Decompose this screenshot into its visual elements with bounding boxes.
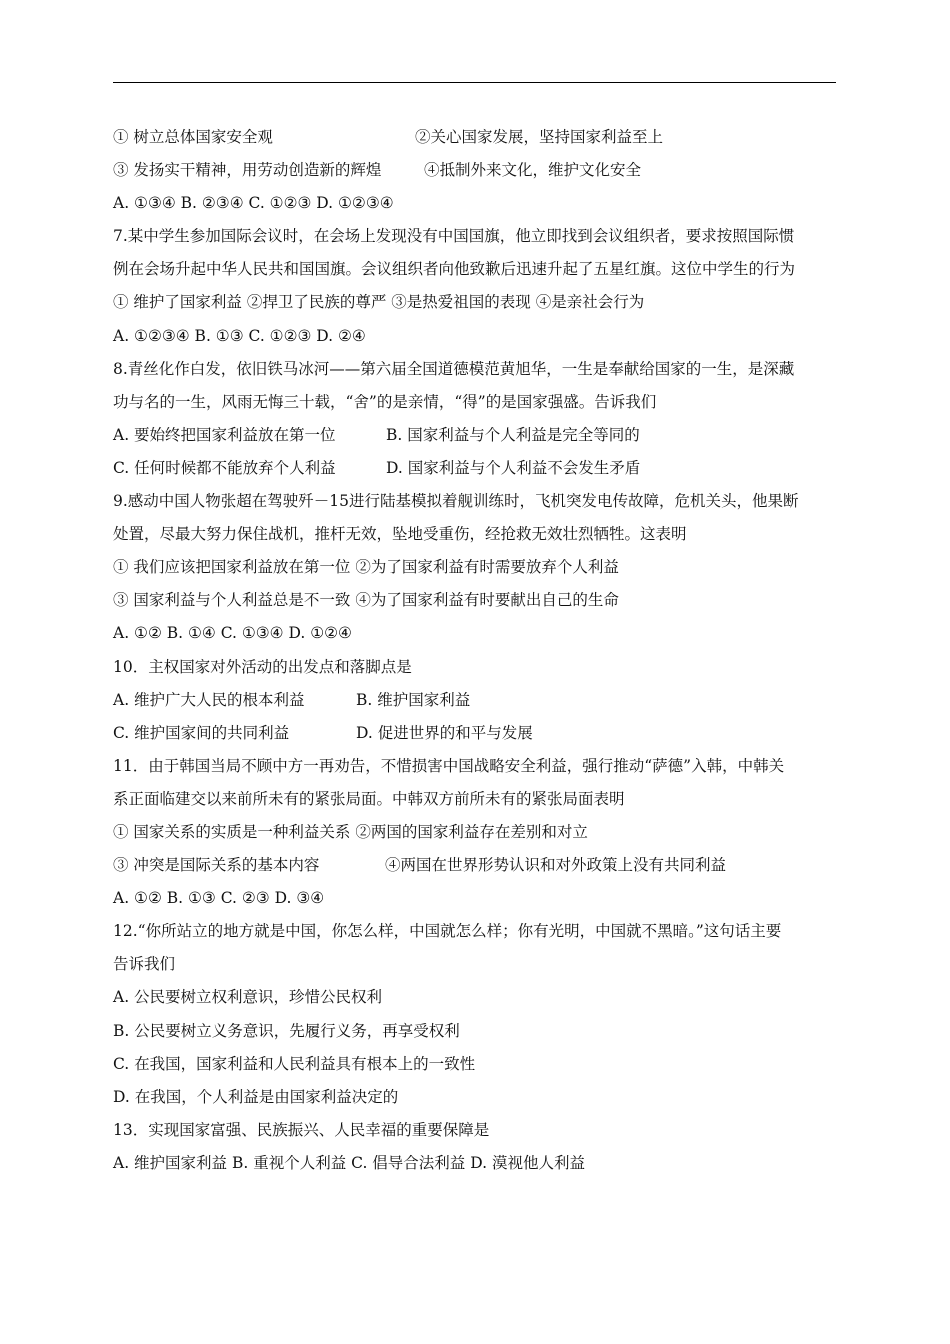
q6-statements-row-2 [113,154,843,187]
q11-stem-line-2: 系正面临建交以来前所未有的紧张局面。中韩双方前所未有的紧张局面表明 [113,789,625,808]
q12-option-a: A. 公民要树立权利意识，珍惜公民权利 [113,988,383,1007]
statement-4: ④抵制外来文化，维护文化安全 [424,161,642,180]
q11-statement-3: ③ 冲突是国际关系的基本内容 [113,856,320,875]
statement-3: ③ 发扬实干精神，用劳动创造新的辉煌 [113,161,382,180]
q10-option-a: A. 维护广大人民的根本利益 [113,690,305,709]
q7-stem-line-1: 7.某中学生参加国际会议时，在会场上发现没有中国国旗，他立即找到会议组织者，要求按照国际惯 [113,227,795,246]
q11-statements-row-2 [113,849,843,882]
q8-options-row-1 [113,419,843,452]
q13-options: A. 维护国家利益 B. 重视个人利益 C. 倡导合法利益 D. 漠视他人利益 [113,1153,585,1172]
q10-option-d: D. 促进世界的和平与发展 [356,723,533,742]
q6-statements-row-1 [113,121,843,154]
q9-options: A. ①② B. ①④ C. ①③④ D. ①②④ [113,624,352,643]
q12-stem-line-1: 12.“你所站立的地方就是中国，你怎么样，中国就怎么样；你有光明，中国就不黑暗。”这句话主要 [113,922,782,941]
q9-stem-line-1: 9.感动中国人物张超在驾驶歼－15进行陆基模拟着舰训练时，飞机突发电传故障，危机关头，他果断 [113,492,799,511]
statement-2: ②关心国家发展，坚持国家利益至上 [415,128,664,146]
q8-option-a: A. 要始终把国家利益放在第一位 [113,425,336,444]
q8-stem-line-1: 8.青丝化作白发，依旧铁马冰河——第六届全国道德模范黄旭华，一生是奉献给国家的一生，是深藏 [113,359,795,378]
q7-statements: ① 维护了国家利益 ②捍卫了民族的尊严 ③是热爱祖国的表现 ④是亲社会行为 [113,293,645,312]
q8-options-row-2 [113,452,843,485]
q10-stem: 10．主权国家对外活动的出发点和落脚点是 [113,657,412,676]
q9-statements-row-2: ③ 国家利益与个人利益总是不一致 ④为了国家利益有时要献出自己的生命 [113,591,619,610]
q10-option-b: B. 维护国家利益 [356,690,471,709]
exam-body [113,121,843,1180]
q10-option-c: C. 维护国家间的共同利益 [113,723,290,742]
q6-options: A. ①③④ B. ②③④ C. ①②③ D. ①②③④ [113,194,394,213]
q7-options: A. ①②③④ B. ①③ C. ①②③ D. ②④ [113,326,366,345]
q11-stem-line-1: 11．由于韩国当局不顾中方一再劝告，不惜损害中国战略安全利益，强行推动“萨德”入韩，中韩关 [113,756,785,775]
q10-options-row-1 [113,684,843,717]
q12-option-d: D. 在我国，个人利益是由国家利益决定的 [113,1087,399,1106]
header-rule [113,82,836,83]
q8-option-c: C. 任何时候都不能放弃个人利益 [113,458,336,477]
q11-statements-row-1: ① 国家关系的实质是一种利益关系 ②两国的国家利益存在差别和对立 [113,822,588,841]
q7-stem-line-2: 例在会场升起中华人民共和国国旗。会议组织者向他致歉后迅速升起了五星红旗。这位中学生的行为 [113,260,796,279]
q8-option-b: B. 国家利益与个人利益是完全等同的 [386,425,640,444]
q9-statements-row-1: ① 我们应该把国家利益放在第一位 ②为了国家利益有时需要放弃个人利益 [113,558,619,577]
q8-stem-line-2: 功与名的一生，风雨无悔三十载，“舍”的是亲情，“得”的是国家强盛。告诉我们 [113,392,657,411]
q12-option-c: C. 在我国，国家利益和人民利益具有根本上的一致性 [113,1054,476,1073]
q12-stem-line-2: 告诉我们 [113,955,176,974]
q13-stem: 13．实现国家富强、民族振兴、人民幸福的重要保障是 [113,1120,490,1139]
statement-1: ① 树立总体国家安全观 [113,128,273,146]
q8-option-d: D. 国家利益与个人利益不会发生矛盾 [386,458,641,477]
q9-stem-line-2: 处置，尽最大努力保住战机，推杆无效，坠地受重伤，经抢救无效壮烈牺牲。这表明 [113,525,687,544]
q10-options-row-2 [113,717,843,750]
q11-statement-4: ④两国在世界形势认识和对外政策上没有共同利益 [385,856,727,875]
q11-options: A. ①② B. ①③ C. ②③ D. ③④ [113,889,325,908]
q12-option-b: B. 公民要树立义务意识，先履行义务，再享受权利 [113,1021,460,1040]
